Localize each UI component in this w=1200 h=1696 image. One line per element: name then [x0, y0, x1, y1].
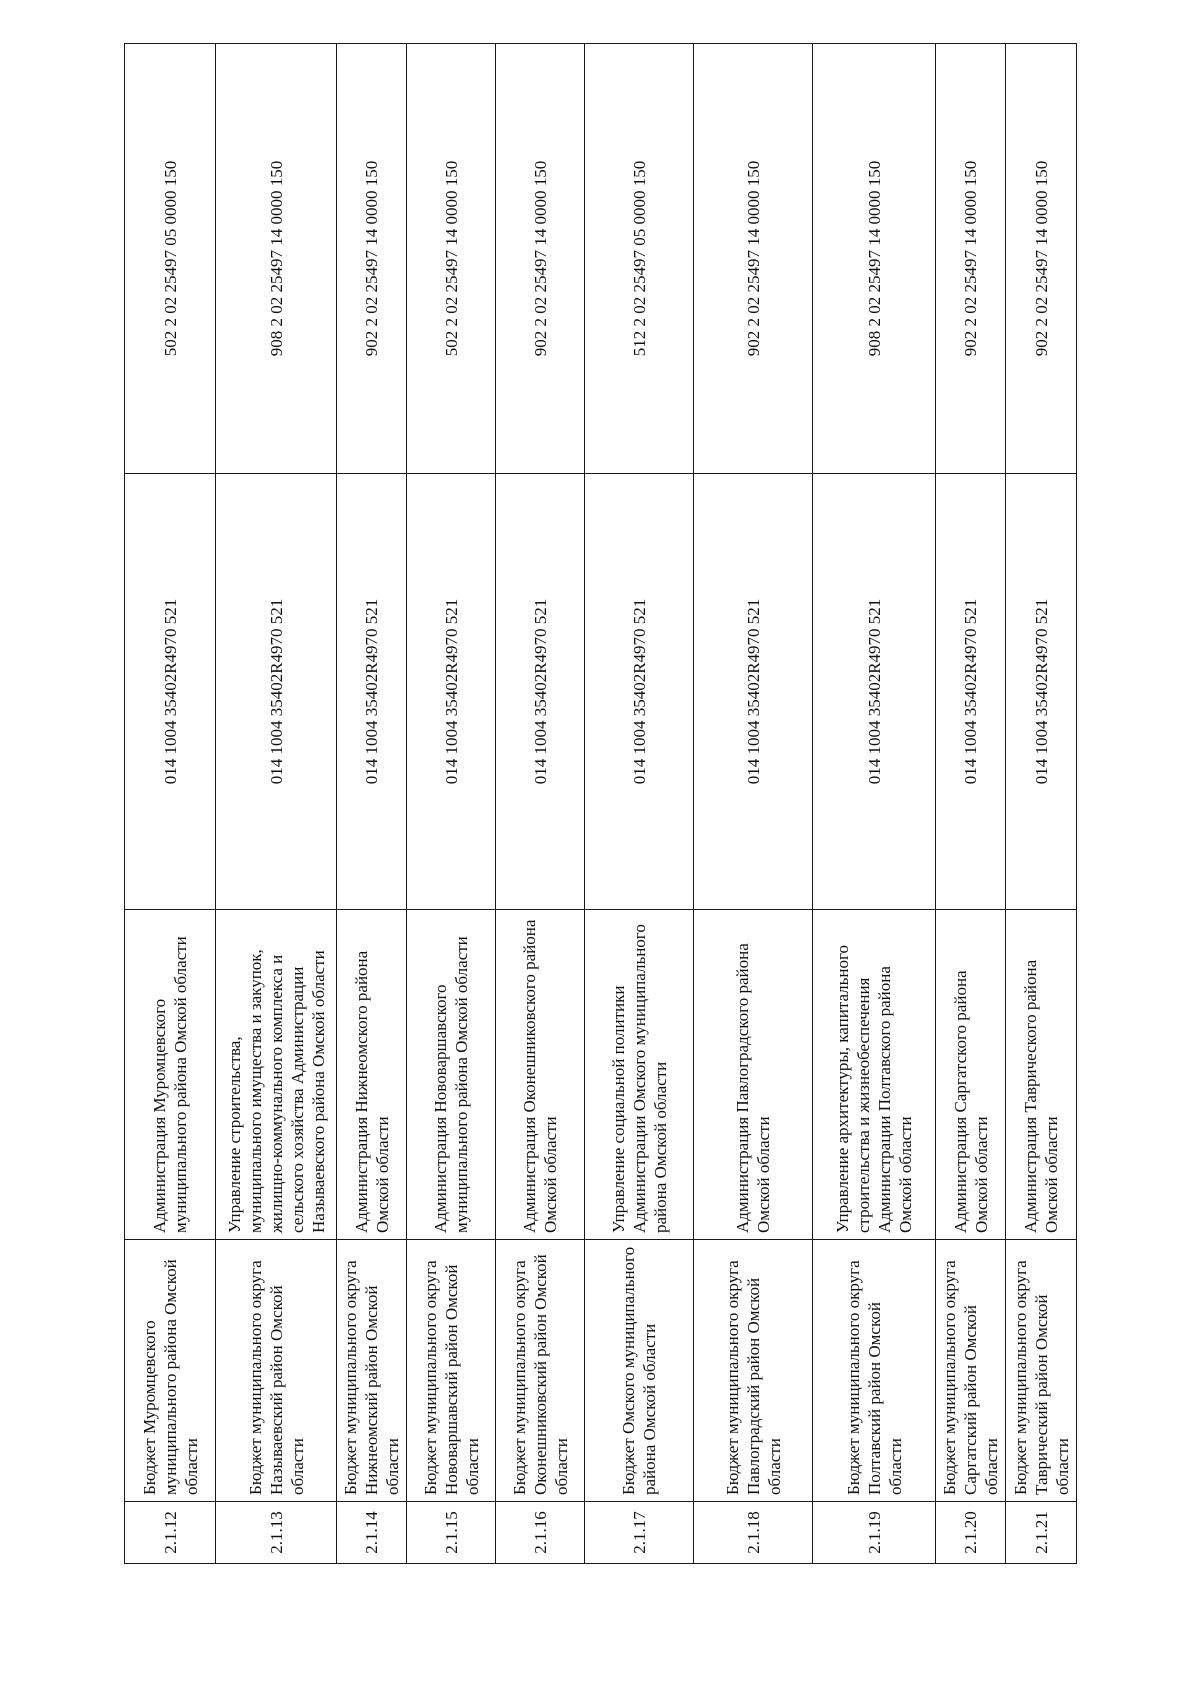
income-classification-code: 902 2 02 25497 14 0000 150 — [337, 44, 407, 474]
income-classification-code: 902 2 02 25497 14 0000 150 — [694, 44, 813, 474]
administrator-name: Администрация Нововаршавского муниципального района Омской области — [407, 910, 496, 1240]
expense-classification-code: 014 1004 35402R4970 521 — [407, 474, 496, 910]
table-row — [936, 44, 1006, 1564]
table-row — [813, 44, 936, 1564]
expense-classification-code: 014 1004 35402R4970 521 — [813, 474, 936, 910]
table-row — [125, 44, 216, 1564]
rotated-table-sheet — [124, 44, 1092, 1564]
budget-name: Бюджет муниципального округа Нижнеомский район Омской области — [337, 1240, 407, 1502]
table-row — [694, 44, 813, 1564]
row-number: 2.1.18 — [694, 1502, 813, 1564]
administrator-name: Администрация Таврического района Омской области — [1006, 910, 1077, 1240]
income-classification-code: 512 2 02 25497 05 0000 150 — [585, 44, 694, 474]
income-classification-code: 902 2 02 25497 14 0000 150 — [496, 44, 585, 474]
income-classification-code: 902 2 02 25497 14 0000 150 — [936, 44, 1006, 474]
income-classification-code: 902 2 02 25497 14 0000 150 — [1006, 44, 1077, 474]
expense-classification-code: 014 1004 35402R4970 521 — [585, 474, 694, 910]
row-number: 2.1.12 — [125, 1502, 216, 1564]
table-row — [216, 44, 337, 1564]
income-classification-code: 908 2 02 25497 14 0000 150 — [813, 44, 936, 474]
expense-classification-code: 014 1004 35402R4970 521 — [1006, 474, 1077, 910]
expense-classification-code: 014 1004 35402R4970 521 — [496, 474, 585, 910]
budget-table — [124, 43, 1077, 1564]
budget-name: Бюджет Омского муниципального района Омской области — [585, 1240, 694, 1502]
table-row — [585, 44, 694, 1564]
budget-name: Бюджет муниципального округа Таврический район Омской области — [1006, 1240, 1077, 1502]
administrator-name: Администрация Оконешниковского района Омской области — [496, 910, 585, 1240]
administrator-name: Управление социальной политики Администрации Омского муниципального района Омской области — [585, 910, 694, 1240]
budget-name: Бюджет Муромцевского муниципального района Омской области — [125, 1240, 216, 1502]
row-number: 2.1.13 — [216, 1502, 337, 1564]
table-row — [496, 44, 585, 1564]
administrator-name: Управление архитектуры, капитального строительства и жизнеобеспечения Администрации Полтавского района Омской области — [813, 910, 936, 1240]
row-number: 2.1.16 — [496, 1502, 585, 1564]
expense-classification-code: 014 1004 35402R4970 521 — [936, 474, 1006, 910]
budget-name: Бюджет муниципального округа Оконешниковский район Омской области — [496, 1240, 585, 1502]
table-row — [407, 44, 496, 1564]
row-number: 2.1.17 — [585, 1502, 694, 1564]
income-classification-code: 502 2 02 25497 05 0000 150 — [125, 44, 216, 474]
expense-classification-code: 014 1004 35402R4970 521 — [694, 474, 813, 910]
row-number: 2.1.20 — [936, 1502, 1006, 1564]
table-row — [1006, 44, 1077, 1564]
budget-name: Бюджет муниципального округа Нововаршавский район Омской области — [407, 1240, 496, 1502]
administrator-name: Администрация Павлоградского района Омской области — [694, 910, 813, 1240]
income-classification-code: 908 2 02 25497 14 0000 150 — [216, 44, 337, 474]
expense-classification-code: 014 1004 35402R4970 521 — [337, 474, 407, 910]
row-number: 2.1.21 — [1006, 1502, 1077, 1564]
expense-classification-code: 014 1004 35402R4970 521 — [125, 474, 216, 910]
administrator-name: Администрация Нижнеомского района Омской области — [337, 910, 407, 1240]
row-number: 2.1.15 — [407, 1502, 496, 1564]
budget-name: Бюджет муниципального округа Полтавский район Омской области — [813, 1240, 936, 1502]
budget-name: Бюджет муниципального округа Павлоградский район Омской области — [694, 1240, 813, 1502]
expense-classification-code: 014 1004 35402R4970 521 — [216, 474, 337, 910]
budget-name: Бюджет муниципального округа Называевский район Омской области — [216, 1240, 337, 1502]
administrator-name: Администрация Саргатского района Омской области — [936, 910, 1006, 1240]
row-number: 2.1.19 — [813, 1502, 936, 1564]
budget-name: Бюджет муниципального округа Саргатский район Омской области — [936, 1240, 1006, 1502]
administrator-name: Управление строительства, муниципального имущества и закупок, жилищно-коммунального комплекса и сельского хозяйства Администрации Называевского района Омской области — [216, 910, 337, 1240]
row-number: 2.1.14 — [337, 1502, 407, 1564]
income-classification-code: 502 2 02 25497 14 0000 150 — [407, 44, 496, 474]
table-row — [337, 44, 407, 1564]
administrator-name: Администрация Муромцевского муниципального района Омской области — [125, 910, 216, 1240]
